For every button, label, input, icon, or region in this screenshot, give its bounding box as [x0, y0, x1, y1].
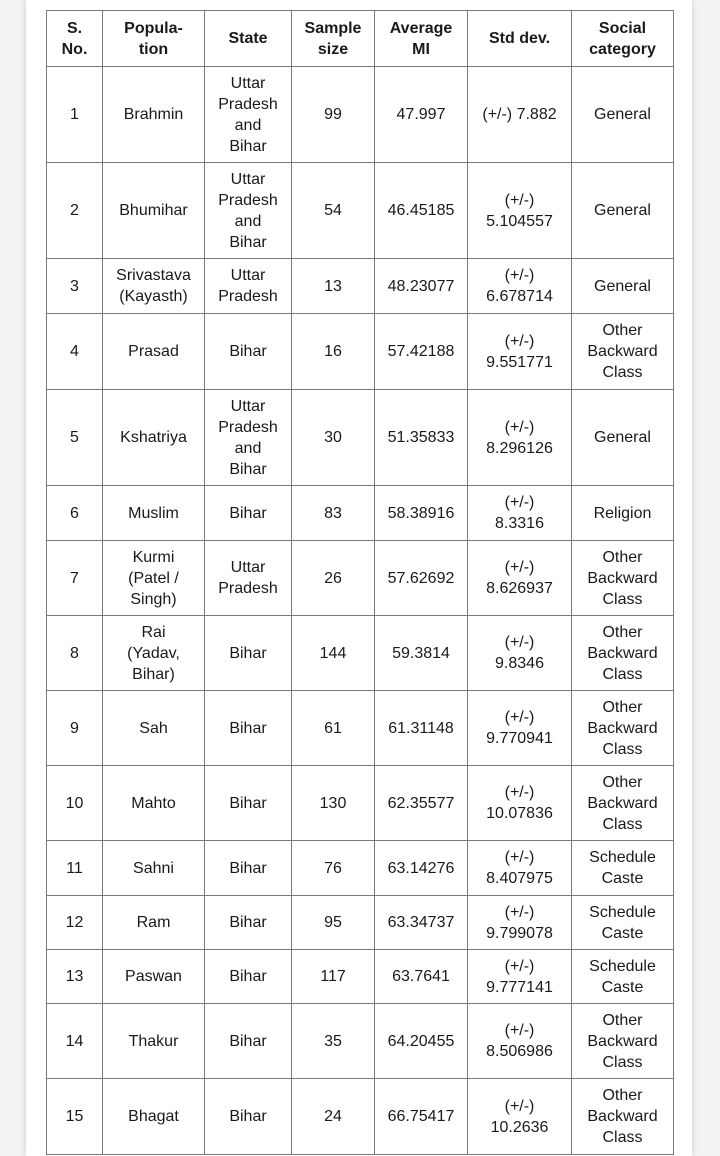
- cell-sample-size: 30: [292, 390, 375, 486]
- cell-social-category: General: [572, 390, 674, 486]
- cell-state: Uttar Pradesh: [205, 541, 292, 616]
- header-row: [47, 11, 674, 67]
- cell-std-dev: (+/-) 7.882: [468, 67, 572, 163]
- cell-state: Bihar: [205, 314, 292, 390]
- cell-state: Bihar: [205, 691, 292, 766]
- table-row: [47, 616, 674, 691]
- cell-std-dev: (+/-) 9.551771: [468, 314, 572, 390]
- cell-std-dev: (+/-) 10.2636: [468, 1079, 572, 1155]
- cell-no: 7: [47, 541, 103, 616]
- table-row: [47, 163, 674, 259]
- table-row: [47, 314, 674, 390]
- document-sheet: [26, 0, 692, 1156]
- cell-sample-size: 117: [292, 950, 375, 1004]
- header-average-mi: Average MI: [375, 11, 468, 67]
- cell-population: Prasad: [103, 314, 205, 390]
- cell-population: Muslim: [103, 486, 205, 541]
- header-state: State: [205, 11, 292, 67]
- cell-social-category: Schedule Caste: [572, 950, 674, 1004]
- cell-social-category: Other Backward Class: [572, 616, 674, 691]
- cell-no: 5: [47, 390, 103, 486]
- cell-average-mi: 59.3814: [375, 616, 468, 691]
- cell-no: 2: [47, 163, 103, 259]
- cell-population: Thakur: [103, 1004, 205, 1079]
- cell-average-mi: 51.35833: [375, 390, 468, 486]
- cell-state: Bihar: [205, 896, 292, 950]
- table-row: [47, 1004, 674, 1079]
- cell-std-dev: (+/-) 8.506986: [468, 1004, 572, 1079]
- cell-no: 13: [47, 950, 103, 1004]
- cell-population: Srivastava (Kayasth): [103, 259, 205, 314]
- table-row: [47, 766, 674, 841]
- cell-std-dev: (+/-) 9.8346: [468, 616, 572, 691]
- cell-social-category: General: [572, 259, 674, 314]
- cell-population: Kshatriya: [103, 390, 205, 486]
- cell-std-dev: (+/-) 8.407975: [468, 841, 572, 896]
- table-row: [47, 1079, 674, 1155]
- cell-social-category: General: [572, 163, 674, 259]
- cell-state: Bihar: [205, 766, 292, 841]
- cell-sample-size: 130: [292, 766, 375, 841]
- cell-average-mi: 57.62692: [375, 541, 468, 616]
- cell-std-dev: (+/-) 8.296126: [468, 390, 572, 486]
- cell-sample-size: 144: [292, 616, 375, 691]
- cell-average-mi: 48.23077: [375, 259, 468, 314]
- header-social-category: Social category: [572, 11, 674, 67]
- cell-population: Sahni: [103, 841, 205, 896]
- cell-std-dev: (+/-) 10.07836: [468, 766, 572, 841]
- cell-state: Bihar: [205, 950, 292, 1004]
- table-row: [47, 67, 674, 163]
- cell-sample-size: 24: [292, 1079, 375, 1155]
- table-row: [47, 691, 674, 766]
- cell-social-category: Schedule Caste: [572, 841, 674, 896]
- cell-no: 4: [47, 314, 103, 390]
- cell-average-mi: 61.31148: [375, 691, 468, 766]
- cell-state: Bihar: [205, 841, 292, 896]
- cell-state: Bihar: [205, 1004, 292, 1079]
- cell-no: 8: [47, 616, 103, 691]
- data-table: [46, 10, 674, 1155]
- cell-no: 14: [47, 1004, 103, 1079]
- cell-sample-size: 54: [292, 163, 375, 259]
- cell-social-category: Other Backward Class: [572, 314, 674, 390]
- table-row: [47, 259, 674, 314]
- cell-state: Uttar Pradesh: [205, 259, 292, 314]
- cell-std-dev: (+/-) 9.799078: [468, 896, 572, 950]
- cell-sample-size: 35: [292, 1004, 375, 1079]
- cell-no: 15: [47, 1079, 103, 1155]
- cell-sample-size: 83: [292, 486, 375, 541]
- cell-population: Ram: [103, 896, 205, 950]
- table-row: [47, 896, 674, 950]
- cell-no: 3: [47, 259, 103, 314]
- cell-population: Bhumihar: [103, 163, 205, 259]
- cell-no: 9: [47, 691, 103, 766]
- table-row: [47, 541, 674, 616]
- cell-average-mi: 62.35577: [375, 766, 468, 841]
- cell-sample-size: 61: [292, 691, 375, 766]
- cell-no: 10: [47, 766, 103, 841]
- cell-population: Rai (Yadav, Bihar): [103, 616, 205, 691]
- cell-no: 6: [47, 486, 103, 541]
- cell-average-mi: 57.42188: [375, 314, 468, 390]
- header-no: S. No.: [47, 11, 103, 67]
- cell-std-dev: (+/-) 9.770941: [468, 691, 572, 766]
- cell-social-category: Other Backward Class: [572, 1079, 674, 1155]
- cell-social-category: Other Backward Class: [572, 766, 674, 841]
- cell-std-dev: (+/-) 8.626937: [468, 541, 572, 616]
- cell-std-dev: (+/-) 8.3316: [468, 486, 572, 541]
- cell-sample-size: 76: [292, 841, 375, 896]
- cell-population: Mahto: [103, 766, 205, 841]
- cell-sample-size: 13: [292, 259, 375, 314]
- table-body: [47, 67, 674, 1155]
- cell-state: Bihar: [205, 1079, 292, 1155]
- header-population: Popula- tion: [103, 11, 205, 67]
- cell-std-dev: (+/-) 6.678714: [468, 259, 572, 314]
- cell-social-category: General: [572, 67, 674, 163]
- cell-social-category: Other Backward Class: [572, 541, 674, 616]
- cell-average-mi: 66.75417: [375, 1079, 468, 1155]
- table-row: [47, 390, 674, 486]
- table-row: [47, 950, 674, 1004]
- cell-sample-size: 99: [292, 67, 375, 163]
- cell-social-category: Other Backward Class: [572, 691, 674, 766]
- cell-sample-size: 26: [292, 541, 375, 616]
- cell-no: 12: [47, 896, 103, 950]
- cell-average-mi: 64.20455: [375, 1004, 468, 1079]
- cell-sample-size: 95: [292, 896, 375, 950]
- cell-std-dev: (+/-) 5.104557: [468, 163, 572, 259]
- cell-state: Uttar Pradesh and Bihar: [205, 163, 292, 259]
- header-std-dev: Std dev.: [468, 11, 572, 67]
- cell-population: Bhagat: [103, 1079, 205, 1155]
- header-sample-size: Sample size: [292, 11, 375, 67]
- cell-state: Bihar: [205, 486, 292, 541]
- cell-social-category: Schedule Caste: [572, 896, 674, 950]
- cell-social-category: Religion: [572, 486, 674, 541]
- cell-population: Sah: [103, 691, 205, 766]
- cell-state: Bihar: [205, 616, 292, 691]
- cell-average-mi: 63.34737: [375, 896, 468, 950]
- cell-no: 11: [47, 841, 103, 896]
- cell-social-category: Other Backward Class: [572, 1004, 674, 1079]
- cell-state: Uttar Pradesh and Bihar: [205, 67, 292, 163]
- table-row: [47, 841, 674, 896]
- cell-population: Brahmin: [103, 67, 205, 163]
- cell-average-mi: 58.38916: [375, 486, 468, 541]
- cell-state: Uttar Pradesh and Bihar: [205, 390, 292, 486]
- cell-average-mi: 63.14276: [375, 841, 468, 896]
- cell-average-mi: 63.7641: [375, 950, 468, 1004]
- cell-average-mi: 47.997: [375, 67, 468, 163]
- cell-std-dev: (+/-) 9.777141: [468, 950, 572, 1004]
- table-row: [47, 486, 674, 541]
- cell-population: Paswan: [103, 950, 205, 1004]
- cell-average-mi: 46.45185: [375, 163, 468, 259]
- cell-no: 1: [47, 67, 103, 163]
- cell-sample-size: 16: [292, 314, 375, 390]
- cell-population: Kurmi (Patel / Singh): [103, 541, 205, 616]
